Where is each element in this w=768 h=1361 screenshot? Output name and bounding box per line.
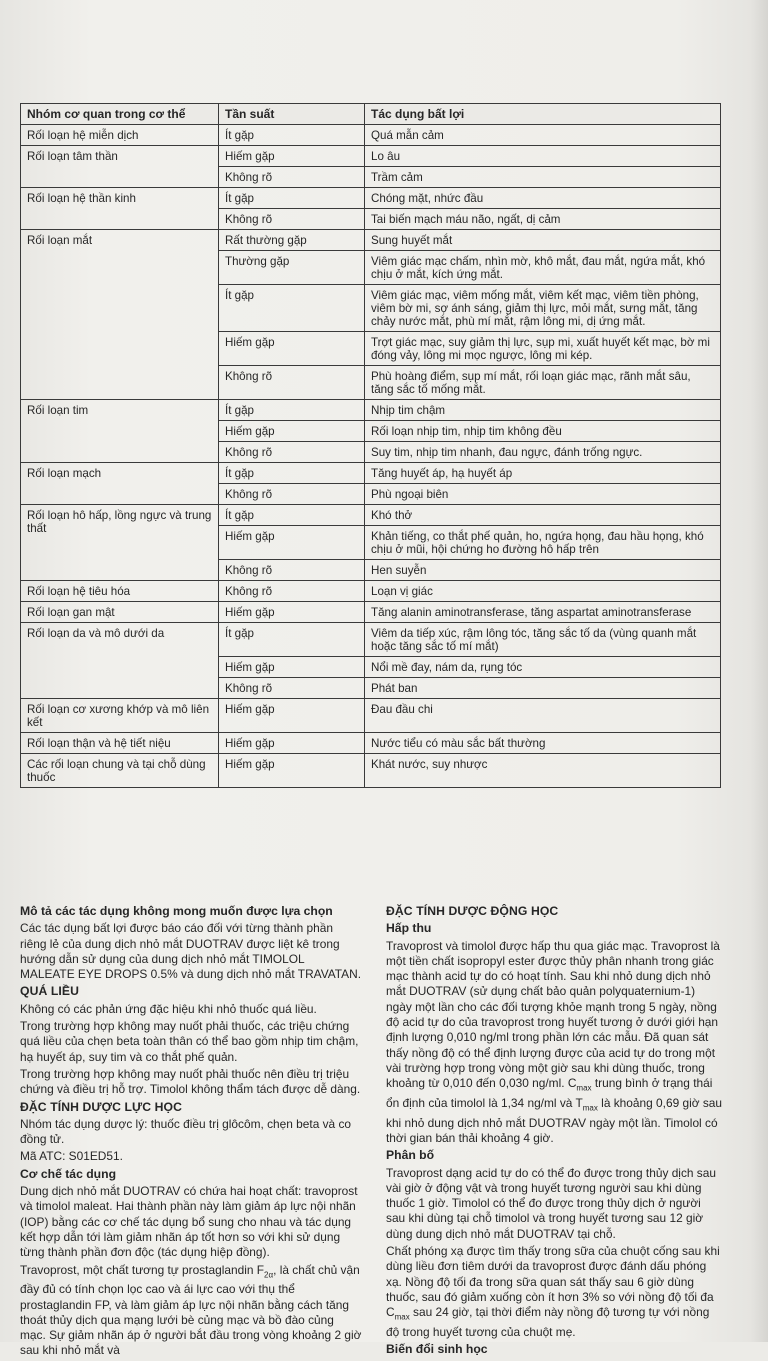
adverse-effect-cell: Suy tim, nhịp tim nhanh, đau ngực, đánh trống ngực.	[365, 442, 721, 463]
table-row	[21, 188, 721, 209]
subheading-absorption: Hấp thu	[386, 921, 432, 936]
frequency-cell: Ít gặp	[219, 188, 365, 209]
organ-class-cell: Rối loạn hệ miễn dịch	[21, 125, 219, 146]
left-column	[20, 902, 362, 1361]
adverse-effect-cell: Hen suyễn	[365, 560, 721, 581]
paragraph-atc-code: Mã ATC: S01ED51.	[20, 1149, 123, 1164]
table-header-row	[21, 104, 721, 125]
table-row	[21, 146, 721, 167]
mechanism-2-text-b: , là chất chủ vận đầy đủ có tính chọn lọc cao và ái lực cao với thụ thể prostaglandin FP, và làm giảm áp lực nội nhãn bằng cách tăng thoát thủy dịch qua mạng lưới bè củng mạc và bồ đào củng mạc. Sự giảm nhãn áp ở người bắt đầu trong vòng khoảng 2 giờ sau khi nhỏ mắt và	[20, 1262, 362, 1358]
organ-class-cell: Rối loạn da và mô dưới da	[21, 623, 219, 699]
table-row	[21, 581, 721, 602]
table-row	[21, 623, 721, 657]
adverse-effect-cell: Nổi mề đay, nám da, rụng tóc	[365, 657, 721, 678]
paragraph-mechanism-1: Dung dịch nhỏ mắt DUOTRAV có chứa hai hoạt chất: travoprost và timolol maleat. Hai thành phần này làm giảm áp lực nội nhãn (IOP) bằng các cơ chế tác dụng bổ sung cho nhau và tác dụng kết hợp dẫn tới làm giảm nhãn áp tốt hơn so với khi sử dụng từng thành phần đơn độc (tác dụng hiệp đồng).	[20, 1184, 358, 1260]
adverse-effect-cell: Loạn vị giác	[365, 581, 721, 602]
section-heading-selected-effects: Mô tả các tác dụng không mong muốn được lựa chọn	[20, 904, 333, 918]
frequency-cell: Hiếm gặp	[219, 332, 365, 366]
adverse-effect-cell: Khản tiếng, co thắt phế quản, ho, ngứa họng, đau hầu họng, khó chịu ở mũi, hội chứng ho đường hô hấp trên	[365, 526, 721, 560]
table-row	[21, 754, 721, 788]
paragraph-distribution-2	[386, 1244, 723, 1340]
frequency-cell: Hiếm gặp	[219, 657, 365, 678]
frequency-cell: Thường gặp	[219, 251, 365, 285]
cmax-subscript: max	[576, 1083, 592, 1093]
adverse-effect-cell: Chóng mặt, nhức đầu	[365, 188, 721, 209]
paragraph-overdose-3: Trong trường hợp không may nuốt phải thuốc nên điều trị triệu chứng và điều trị hỗ trợ. Timolol không thẩm tách được dễ dàng.	[20, 1066, 361, 1097]
adverse-effects-table	[20, 103, 721, 788]
section-heading-overdose: QUÁ LIỀU	[20, 984, 80, 999]
frequency-cell: Ít gặp	[219, 125, 365, 146]
frequency-cell: Ít gặp	[219, 463, 365, 484]
organ-class-cell: Rối loạn tim	[21, 400, 219, 463]
subheading-biotransformation: Biến đổi sinh học	[386, 1342, 488, 1357]
organ-class-cell: Rối loạn mạch	[21, 463, 219, 505]
organ-class-cell: Rối loạn mắt	[21, 230, 219, 400]
paragraph-selected-effects: Các tác dụng bất lợi được báo cáo đối với từng thành phần riêng lẻ của dung dịch nhỏ mắt DUOTRAV được liệt kê trong hướng dẫn sử dụng của dung dịch nhỏ mắt TIMOLOL MALEATE EYE DROPS 0.5% và dung dịch nhỏ mắt TRAVATAN.	[20, 921, 361, 982]
frequency-cell: Không rõ	[219, 581, 365, 602]
adverse-effect-cell: Sung huyết mắt	[365, 230, 721, 251]
section-heading-pharmacokinetics: ĐẶC TÍNH DƯỢC ĐỘNG HỌC	[386, 904, 559, 918]
paragraph-pharmacologic-group: Nhóm tác dụng dược lý: thuốc điều trị glôcôm, chẹn beta và co đồng tử.	[20, 1116, 352, 1147]
adverse-effect-cell: Tai biến mạch máu não, ngất, dị cảm	[365, 209, 721, 230]
adverse-effect-cell: Phát ban	[365, 678, 721, 699]
organ-class-cell: Rối loạn tâm thần	[21, 146, 219, 188]
frequency-cell: Ít gặp	[219, 285, 365, 332]
table-body	[21, 125, 721, 788]
adverse-effect-cell: Rối loạn nhịp tim, nhịp tim không đều	[365, 421, 721, 442]
frequency-cell: Không rõ	[219, 484, 365, 505]
organ-class-cell: Rối loạn thận và hệ tiết niệu	[21, 733, 219, 754]
mechanism-2-text-a: Travoprost, một chất tương tự prostaglandin F	[20, 1262, 265, 1277]
organ-class-cell: Rối loạn hệ thần kinh	[21, 188, 219, 230]
adverse-effect-cell: Viêm giác mạc, viêm mống mắt, viêm kết mạc, viêm tiền phòng, viêm bờ mi, sợ ánh sáng, giảm thị lực, mỏi mắt, sưng mắt, tăng chảy nước mắt, phù mí mắt, rậm lông mi, dị ứng mắt.	[365, 285, 721, 332]
header-frequency: Tần suất	[219, 104, 365, 125]
organ-class-cell: Rối loạn cơ xương khớp và mô liên kết	[21, 699, 219, 733]
table-row	[21, 699, 721, 733]
subheading-mechanism: Cơ chế tác dụng	[20, 1166, 117, 1181]
organ-class-cell: Rối loạn gan mật	[21, 602, 219, 623]
adverse-effect-cell: Quá mẫn cảm	[365, 125, 721, 146]
adverse-effect-cell: Nước tiểu có màu sắc bất thường	[365, 733, 721, 754]
frequency-cell: Không rõ	[219, 366, 365, 400]
table-row	[21, 463, 721, 484]
paragraph-absorption	[386, 939, 723, 1147]
table-row	[21, 400, 721, 421]
table-row	[21, 733, 721, 754]
frequency-cell: Rất thường gặp	[219, 230, 365, 251]
adverse-effect-cell: Viêm da tiếp xúc, rậm lông tóc, tăng sắc tố da (vùng quanh mắt hoặc tăng sắc tố mí mắt)	[365, 623, 721, 657]
frequency-cell: Không rõ	[219, 678, 365, 699]
frequency-cell: Hiếm gặp	[219, 146, 365, 167]
frequency-cell: Hiếm gặp	[219, 733, 365, 754]
adverse-effect-cell: Trầm cảm	[365, 167, 721, 188]
adverse-effect-cell: Trợt giác mạc, suy giảm thị lực, sụp mi, xuất huyết kết mạc, bờ mi đóng vảy, lông mi mọc ngược, lông mi kép.	[365, 332, 721, 366]
table-row	[21, 505, 721, 526]
absorption-text-1: Travoprost và timolol được hấp thu qua giác mạc. Travoprost là một tiền chất isopropyl ester được thủy phân nhanh trong giác mạc thành acid tự do có hoạt tính. Sau khi nhỏ dung dịch nhỏ mắt DUOTRAV (sử dụng chất bảo quản polyquaternium-1) ngày một lần cho các đối tượng khỏe mạnh trong 5 ngày, nồng độ acid tự do của travoprost trong huyết tương ở dưới giới hạn định lượng 0,010 ng/ml trong phần lớn các mẫu. Đã quan sát thấy nồng độ có thể định lượng được của acid tự do trong một vài trường hợp trong vòng một giờ sau khi dùng thuốc, trong khoảng từ 0,010 đến 0,030 ng/ml. C	[386, 938, 720, 1091]
frequency-cell: Không rõ	[219, 209, 365, 230]
distribution-2-text-a: Chất phóng xạ được tìm thấy trong sữa của chuột cống sau khi dùng liều đơn tiêm dưới da travoprost được đánh dấu phóng xạ. Nồng độ tối đa trong sữa quan sát thấy sau 6 giờ dùng thuốc, sau đó giảm xuống còn ít hơn 3% so với nồng độ tối đa C	[386, 1243, 720, 1320]
adverse-effect-cell: Viêm giác mạc chấm, nhìn mờ, khô mắt, đau mắt, ngứa mắt, khó chịu ở mắt, kích ứng mắt.	[365, 251, 721, 285]
frequency-cell: Hiếm gặp	[219, 699, 365, 733]
paragraph-overdose-1: Không có các phản ứng đặc hiệu khi nhỏ thuốc quá liều.	[20, 1001, 317, 1016]
organ-class-cell: Rối loạn hô hấp, lồng ngực và trung thất	[21, 505, 219, 581]
prostaglandin-subscript: 2α	[264, 1269, 274, 1279]
distribution-2-text-b: sau 24 giờ, tại thời điểm này nồng độ tương tự với nồng độ trong huyết tương của chuột mẹ.	[386, 1305, 710, 1339]
table-row	[21, 602, 721, 623]
adverse-effect-cell: Tăng alanin aminotransferase, tăng aspartat aminotransferase	[365, 602, 721, 623]
paragraph-overdose-2: Trong trường hợp không may nuốt phải thuốc, các triệu chứng quá liều của chẹn beta toàn thân có thể bao gồm nhịp tim chậm, hạ huyết áp, suy tim và co thắt phế quản.	[20, 1019, 359, 1064]
frequency-cell: Ít gặp	[219, 505, 365, 526]
subheading-distribution: Phân bố	[386, 1148, 435, 1163]
absorption-text-2: trung bình ở trạng thái ổn định của timolol là 1,34 ng/ml và T	[386, 1076, 713, 1110]
section-heading-pharmacodynamics: ĐẶC TÍNH DƯỢC LỰC HỌC	[20, 1099, 183, 1114]
organ-class-cell: Rối loạn hệ tiêu hóa	[21, 581, 219, 602]
adverse-effect-cell: Phù hoàng điểm, sụp mí mắt, rối loạn giác mạc, rãnh mắt sâu, tăng sắc tố mống mắt.	[365, 366, 721, 400]
tmax-subscript: max	[582, 1103, 598, 1113]
adverse-effect-cell: Khó thở	[365, 505, 721, 526]
table-row	[21, 230, 721, 251]
adverse-effect-cell: Tăng huyết áp, hạ huyết áp	[365, 463, 721, 484]
frequency-cell: Hiếm gặp	[219, 602, 365, 623]
header-organ-class: Nhóm cơ quan trong cơ thể	[21, 104, 219, 125]
cmax-subscript-2: max	[394, 1312, 410, 1322]
frequency-cell: Ít gặp	[219, 400, 365, 421]
adverse-effect-cell: Đau đầu chi	[365, 699, 721, 733]
frequency-cell: Hiếm gặp	[219, 421, 365, 442]
frequency-cell: Không rõ	[219, 167, 365, 188]
adverse-effect-cell: Khát nước, suy nhược	[365, 754, 721, 788]
frequency-cell: Hiếm gặp	[219, 526, 365, 560]
paper-fold-shadow	[750, 0, 768, 1342]
header-adverse-effect: Tác dụng bất lợi	[365, 104, 721, 125]
adverse-effect-cell: Nhịp tim chậm	[365, 400, 721, 421]
absorption-text-3: là khoảng 0,69 giờ sau khi nhỏ dung dịch nhỏ mắt DUOTRAV ngày một lần. Timolol có thời gian bán thải khoảng 4 giờ.	[386, 1095, 723, 1145]
adverse-effect-cell: Phù ngoại biên	[365, 484, 721, 505]
frequency-cell: Không rõ	[219, 442, 365, 463]
frequency-cell: Hiếm gặp	[219, 754, 365, 788]
adverse-effect-cell: Lo âu	[365, 146, 721, 167]
table-row	[21, 125, 721, 146]
frequency-cell: Không rõ	[219, 560, 365, 581]
right-column	[386, 902, 723, 1359]
organ-class-cell: Các rối loạn chung và tại chỗ dùng thuốc	[21, 754, 219, 788]
paragraph-mechanism-2	[20, 1263, 362, 1359]
paragraph-distribution-1: Travoprost dạng acid tự do có thể đo được trong thủy dịch sau vài giờ ở động vật và trong huyết tương người sau khi dùng thuốc 1 giờ. Timolol có thể đo được trong thủy dịch ở người sau khi dùng tại chỗ timolol và trong huyết tương sau 12 giờ dùng dung dịch nhỏ mắt DUOTRAV tại chỗ.	[386, 1165, 716, 1241]
frequency-cell: Ít gặp	[219, 623, 365, 657]
